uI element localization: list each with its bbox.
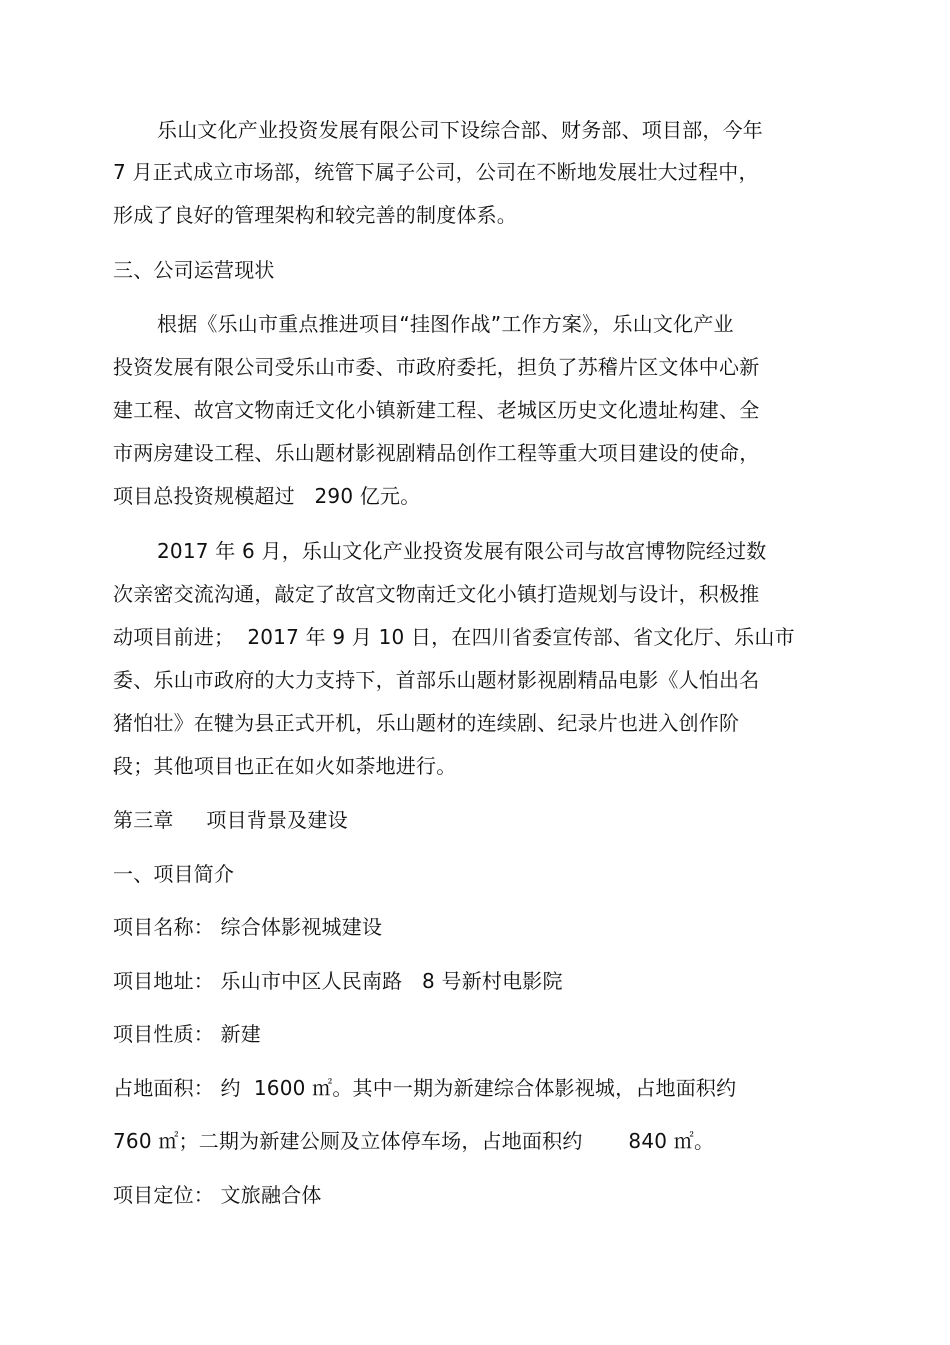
paragraph-3-line-5: 猪怕壮》在犍为县正式开机，乐山题材的连续剧、纪录片也进入创作阶 (113, 711, 740, 735)
paragraph-2-line-3: 建工程、故宫文物南迁文化小镇新建工程、老城区历史文化遗址构建、全 (113, 398, 760, 422)
paragraph-2-line-1: 根据《乐山市重点推进项目“挂图作战”工作方案》，乐山文化产业 (157, 312, 734, 336)
section-heading-project-intro: 一、项目简介 (113, 862, 235, 886)
paragraph-1-line-1: 乐山文化产业投资发展有限公司下设综合部、财务部、项目部，今年 (157, 118, 763, 142)
land-area-line-2: 760 ㎡；二期为新建公厕及立体停车场，占地面积约 840 ㎡。 (113, 1129, 715, 1153)
paragraph-2-line-2: 投资发展有限公司受乐山市委、市政府委托，担负了苏稽片区文体中心新 (113, 355, 760, 379)
project-positioning-line: 项目定位： 文旅融合体 (113, 1183, 322, 1207)
paragraph-3-line-6: 段；其他项目也正在如火如荼地进行。 (113, 754, 457, 778)
paragraph-3-line-3: 动项目前进； 2017 年 9 月 10 日，在四川省委宣传部、省文化厅、乐山市 (113, 625, 795, 649)
paragraph-2-line-5: 项目总投资规模超过 290 亿元。 (113, 484, 421, 508)
project-name-line: 项目名称： 综合体影视城建设 (113, 915, 383, 939)
land-area-line-1: 占地面积： 约 1600 ㎡。其中一期为新建综合体影视城，占地面积约 (113, 1076, 737, 1100)
section-heading-operations: 三、公司运营现状 (113, 258, 275, 282)
paragraph-3-line-2: 次亲密交流沟通，敲定了故宫文物南迁文化小镇打造规划与设计，积极推 (113, 582, 760, 606)
project-address-line: 项目地址： 乐山市中区人民南路 8 号新村电影院 (113, 969, 563, 993)
paragraph-1-line-3: 形成了良好的管理架构和较完善的制度体系。 (113, 203, 517, 227)
paragraph-3-line-4: 委、乐山市政府的大力支持下，首部乐山题材影视剧精品电影《人怕出名 (113, 668, 760, 692)
paragraph-1-line-2: 7 月正式成立市场部，统管下属子公司，公司在不断地发展壮大过程中， (113, 160, 759, 184)
project-nature-line: 项目性质： 新建 (113, 1022, 261, 1046)
paragraph-3-line-1: 2017 年 6 月，乐山文化产业投资发展有限公司与故宫博物院经过数 (157, 539, 767, 563)
chapter-heading: 第三章 项目背景及建设 (113, 808, 348, 832)
paragraph-2-line-4: 市两房建设工程、乐山题材影视剧精品创作工程等重大项目建设的使命， (113, 441, 760, 465)
